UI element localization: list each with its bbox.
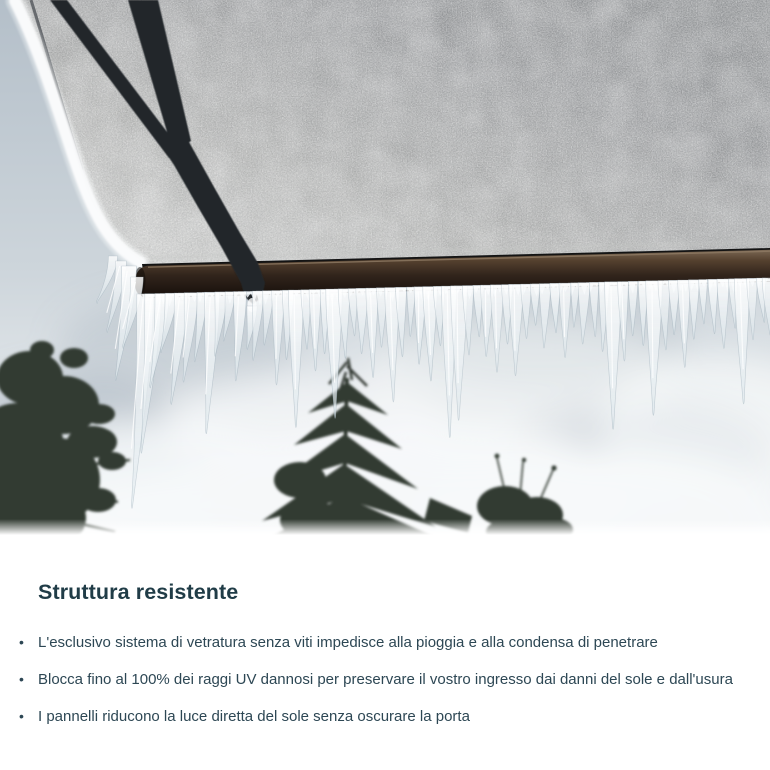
icicle-highlight bbox=[514, 289, 515, 350]
feature-text: I pannelli riducono la luce diretta del sole senza oscurare la porta bbox=[38, 707, 470, 725]
feature-item bbox=[19, 707, 758, 727]
feature-item bbox=[19, 633, 758, 653]
photo-bottom-fade bbox=[0, 519, 770, 535]
feature-text: Blocca fino al 100% dei raggi UV dannosi per preservare il vostro ingresso dai danni del sole e dall'usura bbox=[38, 670, 733, 688]
feature-list bbox=[19, 633, 758, 727]
bullet-icon: • bbox=[19, 633, 24, 650]
section-heading: Struttura resistente bbox=[38, 580, 239, 604]
bullet-icon: • bbox=[19, 670, 24, 687]
icicle-highlight bbox=[276, 296, 277, 359]
feature-copy bbox=[0, 535, 770, 727]
bullet-icon: • bbox=[19, 707, 24, 724]
feature-item bbox=[19, 670, 758, 690]
feature-text: L'esclusivo sistema di vetratura senza viti impedisce alla pioggia e alla condensa di penetrare bbox=[38, 633, 658, 651]
